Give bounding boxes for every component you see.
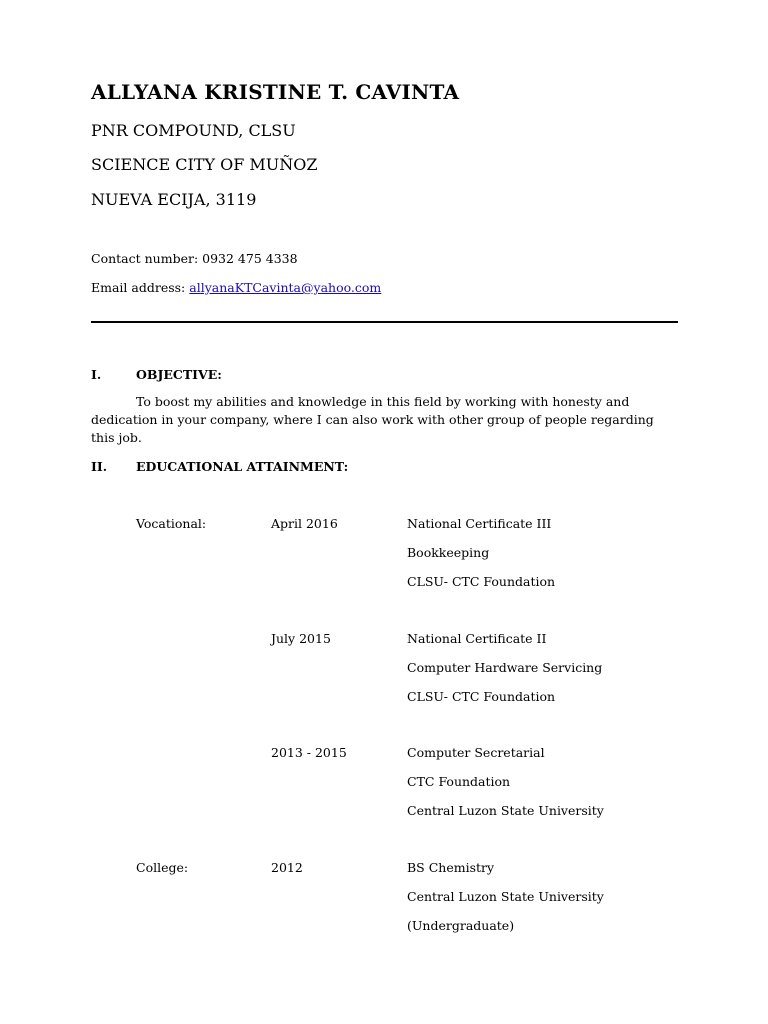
- contact-label: Contact number:: [91, 251, 199, 266]
- address-line-2: SCIENCE CITY OF MUÑOZ: [91, 155, 318, 174]
- objective-heading: OBJECTIVE:: [136, 367, 222, 382]
- entry-line: Central Luzon State University: [407, 803, 604, 818]
- entry-date: 2013 - 2015: [271, 745, 347, 760]
- contact-value: 0932 475 4338: [202, 251, 298, 266]
- entry-date: 2012: [271, 860, 303, 875]
- applicant-name: ALLYANA KRISTINE T. CAVINTA: [91, 80, 460, 104]
- email-label: Email address:: [91, 280, 186, 295]
- entry-line: CLSU- CTC Foundation: [407, 689, 556, 704]
- entry-line: Computer Secretarial: [407, 745, 545, 760]
- entry-line: National Certificate III: [407, 516, 552, 531]
- entry-date: April 2016: [271, 516, 338, 531]
- entry-line: Central Luzon State University: [407, 889, 604, 904]
- objective-text: To boost my abilities and knowledge in this field by working with honesty and dedication in your company, where I can also work with other group of people regarding this job.: [91, 394, 654, 445]
- entry-line: National Certificate II: [407, 631, 547, 646]
- entry-line: CLSU- CTC Foundation: [407, 574, 556, 589]
- entry-line: Computer Hardware Servicing: [407, 660, 603, 675]
- address-line-3: NUEVA ECIJA, 3119: [91, 190, 257, 209]
- entry-line: BS Chemistry: [407, 860, 495, 875]
- email-link[interactable]: allyanaKTCavinta@yahoo.com: [189, 280, 382, 295]
- vocational-label: Vocational:: [136, 516, 207, 531]
- header-divider: [91, 321, 678, 323]
- entry-line: (Undergraduate): [407, 918, 515, 933]
- education-numeral: II.: [91, 459, 108, 474]
- entry-date: July 2015: [271, 631, 331, 646]
- contact-number: [91, 251, 298, 266]
- entry-line: Bookkeeping: [407, 545, 490, 560]
- education-heading: EDUCATIONAL ATTAINMENT:: [136, 459, 349, 474]
- college-label: College:: [136, 860, 189, 875]
- objective-numeral: I.: [91, 367, 102, 382]
- email-address: [91, 280, 381, 295]
- entry-line: CTC Foundation: [407, 774, 511, 789]
- address-line-1: PNR COMPOUND, CLSU: [91, 121, 296, 140]
